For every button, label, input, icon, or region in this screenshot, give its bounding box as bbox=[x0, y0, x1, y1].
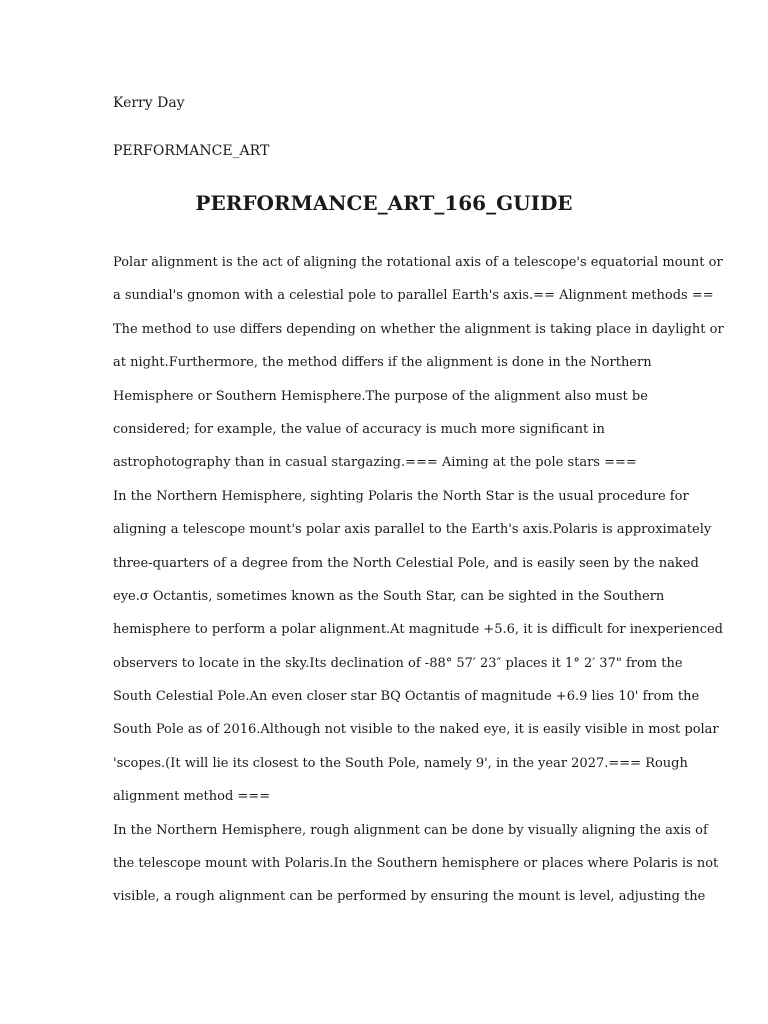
body-line: the telescope mount with Polaris.In the Southern hemisphere or places where Polaris is not bbox=[113, 856, 719, 872]
body-line: Polar alignment is the act of aligning the rotational axis of a telescope's equatorial mount or bbox=[113, 255, 723, 270]
body-line: Hemisphere or Southern Hemisphere.The purpose of the alignment also must be bbox=[113, 388, 648, 404]
body-line: South Pole as of 2016.Although not visible to the naked eye, it is easily visible in most polar bbox=[113, 722, 719, 738]
body-line: at night.Furthermore, the method differs if the alignment is done in the Northern bbox=[113, 355, 652, 371]
body-line: 'scopes.(It will lie its closest to the South Pole, namely 9', in the year 2027.=== Rough bbox=[113, 755, 688, 771]
body-line: visible, a rough alignment can be performed by ensuring the mount is level, adjusting the bbox=[113, 889, 706, 905]
body-line: In the Northern Hemisphere, rough alignment can be done by visually aligning the axis of bbox=[113, 822, 708, 838]
body-line: In the Northern Hemisphere, sighting Polaris the North Star is the usual procedure for bbox=[113, 488, 689, 504]
body-line: South Celestial Pole.An even closer star BQ Octantis of magnitude +6.9 lies 10' from the bbox=[113, 689, 700, 705]
author-name: Kerry Day bbox=[113, 95, 185, 111]
body-line: eye.σ Octantis, sometimes known as the South Star, can be sighted in the Southern bbox=[113, 588, 665, 604]
body-line: hemisphere to perform a polar alignment.At magnitude +5.6, it is difficult for inexperienced bbox=[113, 622, 723, 638]
body-line: astrophotography than in casual stargazing.=== Aiming at the pole stars === bbox=[113, 455, 637, 471]
body-line: alignment method === bbox=[113, 789, 271, 805]
category-label: PERFORMANCE_ART bbox=[113, 143, 270, 159]
body-line: a sundial's gnomon with a celestial pole to parallel Earth's axis.== Alignment methods == bbox=[113, 288, 714, 304]
body-line: three-quarters of a degree from the North Celestial Pole, and is easily seen by the naked bbox=[113, 555, 699, 571]
body-line: observers to locate in the sky.Its declination of -88° 57′ 23″ places it 1° 2′ 37" from the bbox=[113, 655, 683, 671]
body-text bbox=[113, 252, 724, 920]
document-title: PERFORMANCE_ART_166_GUIDE bbox=[195, 191, 573, 215]
body-line: considered; for example, the value of accuracy is much more significant in bbox=[113, 421, 605, 437]
body-line: aligning a telescope mount's polar axis parallel to the Earth's axis.Polaris is approximately bbox=[113, 522, 712, 538]
body-line: The method to use differs depending on whether the alignment is taking place in daylight or bbox=[113, 321, 724, 337]
